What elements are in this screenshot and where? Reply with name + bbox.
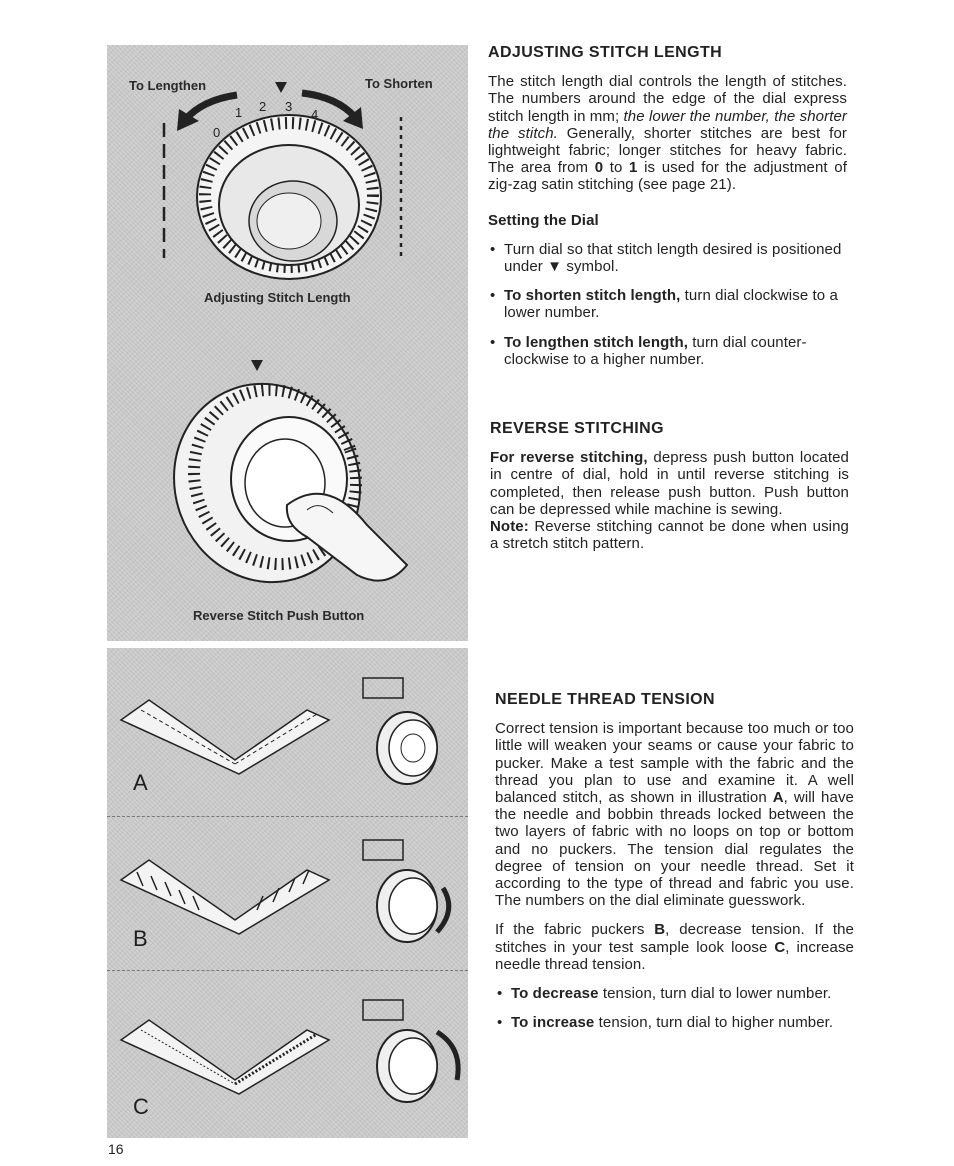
label-a: A [133,770,148,795]
adjusting-stitch-length-caption: Adjusting Stitch Length [204,290,351,305]
needle-thread-tension-section [495,691,854,1043]
dial-number-1: 1 [235,105,243,120]
tension-paragraph-1: Correct tension is important because too much or too little will weaken your seams or cause your fabric to pucker. Make a test sample with the fabric and the thread you plan to use and examine it. A well balanced stitch, as shown in illustration A, will have the needle and bobbin threads locked between the two layers of fabric with no loops on top or bottom and no puckers. The tension dial regulates the degree of tension on your needle thread. Set it according to the type of thread and fabric you use. The numbers on the dial eliminate guesswork. [495,720,854,910]
reverse-note: Note: Reverse stitching cannot be done when using a stretch stitch pattern. [490,518,849,553]
to-lengthen-label: To Lengthen [129,78,207,93]
stitch-length-section [488,44,847,380]
stitch-length-dial [197,99,381,279]
reverse-paragraph: For reverse stitching, depress push button located in centre of dial, hold in until reverse stitching is completed, then release push button. Push button can be depressed while machine is sewing. [490,449,849,518]
page-number: 16 [108,1141,124,1157]
to-shorten-label: To Shorten [365,76,433,91]
dial-number-0: 0 [213,125,221,140]
label-b: B [133,926,148,951]
list-item: • To shorten stitch length, turn dial clockwise to a lower number. [488,287,847,321]
lengthen-arrow-icon [185,95,237,120]
adjusting-stitch-length-heading: ADJUSTING STITCH LENGTH [488,44,723,61]
list-item: • To lengthen stitch length, turn dial counter-clockwise to a higher number. [488,334,847,368]
stitch-dial-drawing [107,45,468,641]
tension-dial-a [363,678,437,784]
dial-number-3: 3 [285,99,293,114]
list-item: • To increase tension, turn dial to higher number. [495,1014,854,1031]
reverse-dial [146,358,407,609]
separator-ab [107,816,468,817]
stitch-dial-illustration [107,45,468,641]
needle-thread-tension-heading: NEEDLE THREAD TENSION [495,691,715,708]
reverse-stitching-heading: REVERSE STITCHING [490,420,664,437]
reverse-stitch-caption: Reverse Stitch Push Button [193,608,365,623]
list-item: • Turn dial so that stitch length desired is positioned under ▼ symbol. [488,241,847,275]
fabric-sample-c [121,1020,329,1094]
list-item: • To decrease tension, turn dial to lower number. [495,985,854,1002]
indicator-triangle-icon-2 [251,360,263,371]
shorten-arrow-icon [302,93,355,117]
tension-dial-c [363,1000,458,1102]
increase-arrow-icon [437,1032,458,1080]
tension-drawing [107,648,468,1138]
indicator-triangle-icon [275,82,287,93]
tension-paragraph-2: If the fabric puckers B, decrease tension. If the stitches in your test sample look loose C, increase needle thread tension. [495,921,855,973]
tension-dial-b [363,840,449,942]
fabric-sample-b [121,860,329,934]
dial-number-4: 4 [311,107,319,122]
stitch-length-paragraph: The stitch length dial controls the length of stitches. The numbers around the edge of the dial express stitch length in mm; the lower the number, the shorter the stitch. Generally, shorter stitches are best for lightweight fabric; longer stitches for heavy fabric. The area from 0 to 1 is used for the adjustment of zig-zag satin stitching (see page 21). [488,73,848,194]
reverse-stitching-section [490,420,849,552]
dial-number-2: 2 [259,99,267,114]
setting-the-dial-heading: Setting the Dial [488,211,599,229]
separator-bc [107,970,468,971]
tension-list [495,985,854,1031]
tension-illustration [107,648,468,1138]
decrease-arrow-icon [437,888,449,932]
label-c: C [133,1094,149,1119]
fabric-sample-a [121,700,329,774]
setting-dial-list [488,241,847,368]
